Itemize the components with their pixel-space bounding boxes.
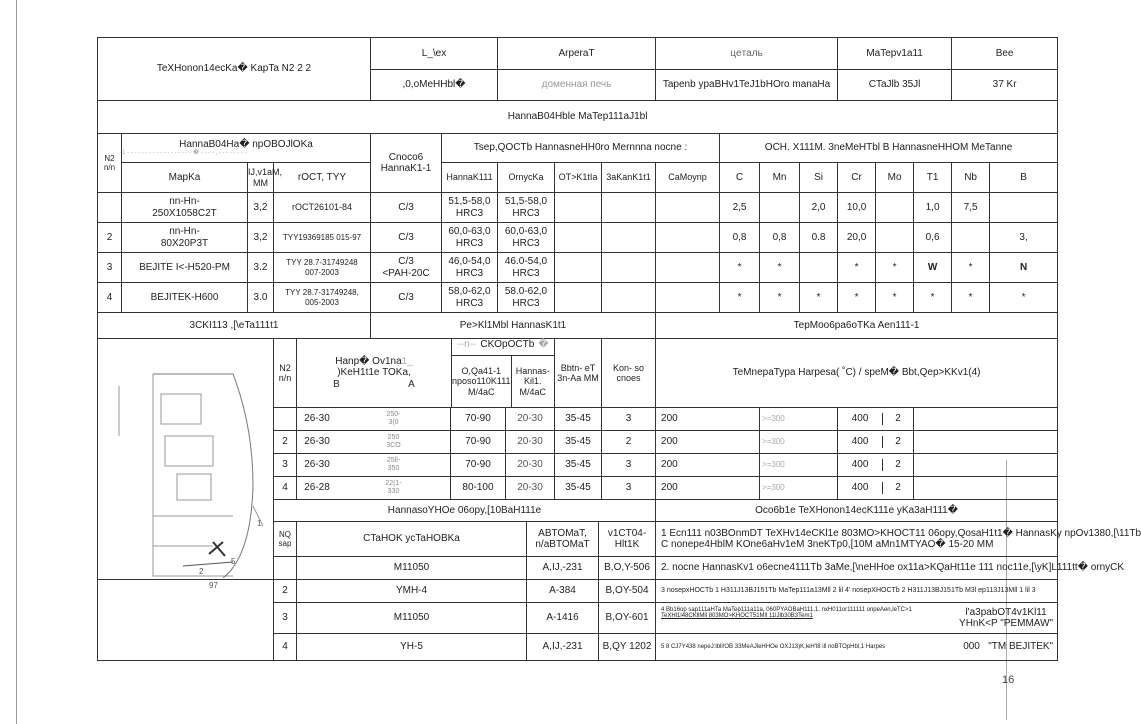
equip-col-avto: ABTOMaT, n/aBTOMaT bbox=[526, 522, 598, 556]
modes-row-posle: 400 2 bbox=[838, 477, 914, 500]
row-gost bbox=[274, 253, 371, 283]
chem-T1: 0,6 bbox=[914, 223, 952, 253]
weight-label: Bee bbox=[952, 38, 1058, 70]
hard1-a: 60,0-63,0 bbox=[448, 226, 491, 237]
note-1b: C nonepe4HblM KOne6aHv1eM 3neKTp0,[10M aMn1MTYAO� 15-20 MM bbox=[661, 539, 994, 550]
ceh-label: L_\ex bbox=[371, 38, 498, 70]
row-no: 3 bbox=[98, 253, 122, 283]
modes-col-skor-faint: --n-- bbox=[457, 339, 477, 350]
row-hard1 bbox=[442, 283, 498, 313]
element-C: C bbox=[720, 163, 760, 193]
row-gost bbox=[274, 283, 371, 313]
row-method bbox=[371, 253, 442, 283]
row-hard1 bbox=[442, 223, 498, 253]
chem-T1: 1,0 bbox=[914, 193, 952, 223]
modes-col-kehitle: )KeH1t1e TOKa, bbox=[337, 367, 411, 379]
col-hardness: Tsep,QOCTb HannasneHH0ro Mernnna nocne : bbox=[442, 134, 720, 163]
modes-row-vo: >=300 bbox=[760, 477, 838, 500]
table-row bbox=[98, 283, 1058, 313]
chem-Mo bbox=[876, 223, 914, 253]
hard1-b: HRC3 bbox=[455, 237, 484, 249]
sketch-label: 2 bbox=[199, 567, 204, 576]
detail-value: Tapenb ypaBHv1TeJ1bHOro manaHa bbox=[656, 70, 838, 101]
sketch-label: 1 bbox=[257, 519, 262, 528]
row-dia: 3.0 bbox=[248, 283, 274, 313]
row-no: 4 bbox=[98, 283, 122, 313]
chem-C: * bbox=[720, 253, 760, 283]
hard1-b: HRC3 bbox=[455, 267, 484, 279]
chem-B bbox=[990, 193, 1058, 223]
chem-Cr: * bbox=[838, 283, 876, 313]
equip-col-stanok: CTaHOK ycTaHOBKa bbox=[363, 533, 460, 545]
equip-row-avto: A-1416 bbox=[526, 603, 598, 633]
modes-row-a: 25ll- 350 bbox=[386, 457, 401, 472]
material-value: CTaJlb 35Jl bbox=[838, 70, 952, 101]
equip-row-no: 2 bbox=[274, 580, 297, 602]
chem-Mn: * bbox=[760, 253, 800, 283]
modes-row-skor: 70-90 bbox=[450, 408, 505, 430]
modes-cells bbox=[274, 408, 555, 431]
chem-C: * bbox=[720, 283, 760, 313]
note-1 bbox=[656, 522, 1141, 557]
sketch-curve bbox=[153, 374, 253, 578]
hard1-a: 51,5-58,0 bbox=[448, 196, 491, 207]
equip-col-no: NQ sap bbox=[274, 522, 297, 556]
modes-row-hann: 20-30 bbox=[505, 431, 554, 453]
modes-cells bbox=[274, 477, 555, 500]
note-4d: YHnK<P "PEMMAW" bbox=[959, 618, 1054, 629]
sketch-dim bbox=[183, 562, 233, 566]
mark-line2: 250X1058C2T bbox=[152, 207, 217, 219]
hard2-b: HRC3 bbox=[512, 267, 540, 279]
col-hard-sub-2: OT>K1tIa bbox=[555, 163, 602, 193]
col-no: N2 n/n bbox=[98, 134, 122, 193]
gost-line1: TYY 28.7-31749248, bbox=[285, 288, 359, 298]
equip-row-stanok: M11050 bbox=[393, 612, 430, 624]
modes-row-b: 26-30 bbox=[304, 436, 330, 448]
col-dia: IJ,v1aM, MM bbox=[248, 163, 274, 193]
chem-B: N bbox=[990, 253, 1058, 283]
row-empty bbox=[555, 283, 602, 313]
material-label: MaTepv1a11 bbox=[838, 38, 952, 70]
hard2-b: HRC3 bbox=[512, 237, 540, 249]
element-Nb: Nb bbox=[952, 163, 990, 193]
modes-col-napr: Hanp� Ov1na bbox=[335, 355, 402, 367]
note-4b: TeXHl1l48CKllMll 803MO>KHOCT51Mll 11lJlb30B3Tem1 bbox=[661, 613, 813, 620]
modes-col-a: A bbox=[408, 378, 415, 390]
col-chem: OCH. X111M. 3neMeHTbl B HannasneHHOM MeTanne bbox=[720, 134, 1058, 163]
row-hard2 bbox=[498, 283, 555, 313]
chem-Cr: 20,0 bbox=[838, 223, 876, 253]
note-5 bbox=[656, 634, 1058, 661]
hard1-b: HRC3 bbox=[455, 207, 484, 219]
agregat-value: доменная печь bbox=[498, 70, 656, 101]
method-line2: <PAH-20C bbox=[382, 267, 430, 279]
modes-col-oqa: O,Qa41-1 nposo110K111 M/4aC bbox=[452, 365, 511, 397]
row-hard2 bbox=[498, 253, 555, 283]
equip-row-avto: A-384 bbox=[526, 580, 598, 602]
hard2-a: 51,5-58,0 bbox=[504, 196, 548, 207]
row-mark bbox=[122, 223, 248, 253]
col-gost: rOCT, TYY bbox=[274, 163, 371, 193]
element-Mo: Mo bbox=[876, 163, 914, 193]
modes-row-pered: 200 bbox=[656, 477, 760, 500]
hard1-a: 58,0-62,0 bbox=[448, 286, 491, 297]
row-empty bbox=[602, 283, 656, 313]
modes-header bbox=[274, 339, 555, 408]
row-gost: TYY19369185 015-97 bbox=[274, 223, 371, 253]
chem-Mn bbox=[760, 193, 800, 223]
modes-cells bbox=[274, 454, 555, 477]
chem-T1: W bbox=[914, 253, 952, 283]
sketch-title: 3CKI113 ,[\eTa111t1 bbox=[98, 313, 371, 339]
modes-col-skor: CKOpOCTb bbox=[480, 339, 535, 350]
modes-row-pered: 200 bbox=[656, 408, 760, 431]
modes-row-empty bbox=[914, 454, 1058, 477]
modes-row-posle: 400 2 bbox=[838, 454, 914, 477]
note-4a: 4 Bb16op sap111aHTa MaTep111a11a, 060PYAOBaH111,1, nxH011or111111 onpeAen,leTC>1 bbox=[661, 606, 912, 613]
method-line1: C/3 bbox=[398, 256, 414, 267]
modes-row-hann: 20-30 bbox=[505, 408, 554, 430]
row-hard2 bbox=[498, 223, 555, 253]
modes-col-napr-faint: 1_ bbox=[401, 355, 413, 367]
equipment-title: HannasoYHOe 06opy,[10BaH111e bbox=[274, 500, 656, 522]
left-margin-line bbox=[16, 0, 17, 724]
hard2-a: 58.0-62,0 bbox=[504, 286, 548, 297]
sketch-rect-3 bbox=[177, 474, 211, 500]
equip-row-no: 4 bbox=[274, 634, 297, 660]
hard2-a: 60,0-63,0 bbox=[504, 226, 548, 237]
modes-row-hann: 20-30 bbox=[505, 454, 554, 476]
chem-Nb: 7,5 bbox=[952, 193, 990, 223]
equip-row-avto: A,IJ,-231 bbox=[526, 634, 598, 660]
modes-row-posle: 400 2 bbox=[838, 431, 914, 454]
page-number: 16 bbox=[1002, 674, 1015, 686]
element-Si: Si bbox=[800, 163, 838, 193]
modes-row-posle: 400 2 bbox=[838, 408, 914, 431]
modes-col-bbtn: Bbtn- eT 3n-Aa MM bbox=[555, 339, 602, 408]
modes-row-a: 22(1- 330 bbox=[385, 480, 402, 495]
row-dia: 3,2 bbox=[248, 223, 274, 253]
equip-header bbox=[274, 522, 656, 557]
col-method: Cnoco6 HannaK1-1 bbox=[371, 134, 442, 193]
modes-row-no: 3 bbox=[274, 454, 297, 476]
modes-row-no: 4 bbox=[274, 477, 297, 499]
equip-row-vyp: B,OY-504 bbox=[598, 580, 655, 602]
modes-row-vyl: 35-45 bbox=[555, 477, 602, 500]
chem-Mo: * bbox=[876, 283, 914, 313]
row-no bbox=[98, 193, 122, 223]
chem-B: 3, bbox=[990, 223, 1058, 253]
chem-Mo bbox=[876, 193, 914, 223]
notes-title: Oco6b1e TeXHonon14ecK111e yKa3aH111� bbox=[656, 500, 1058, 522]
col-hard-sub-1: OrnycKa bbox=[498, 163, 555, 193]
sketch-rect-1 bbox=[161, 394, 201, 424]
chem-Cr: 10,0 bbox=[838, 193, 876, 223]
sketch-dim-label: 97 bbox=[209, 581, 218, 590]
modes-row-vo: >=300 bbox=[760, 454, 838, 477]
row-method: C/3 bbox=[371, 283, 442, 313]
part-sketch-drawing bbox=[113, 366, 291, 592]
mark-line2: 80X20P3T bbox=[160, 237, 209, 249]
chem-Nb: * bbox=[952, 283, 990, 313]
equip-row-stanok: YH-5 bbox=[400, 641, 423, 653]
gost-line2: 005-2003 bbox=[305, 297, 339, 307]
chem-Mo: * bbox=[876, 253, 914, 283]
row-empty bbox=[555, 223, 602, 253]
agregat-label: ArperaT bbox=[498, 38, 656, 70]
modes-row-kol: 3 bbox=[602, 454, 656, 477]
row-empty bbox=[555, 193, 602, 223]
mark-line1: nn-Hn- bbox=[169, 226, 200, 237]
equip-row-stanok: YMH-4 bbox=[395, 585, 428, 597]
col-hard-sub-3: 3aKanK1t1 bbox=[602, 163, 656, 193]
modes-row-b: 26-28 bbox=[304, 482, 330, 494]
gost-line1: TYY 28.7-31749248 bbox=[286, 258, 358, 268]
row-mark: BEJITEK-H600 bbox=[122, 283, 248, 313]
row-hard1 bbox=[442, 193, 498, 223]
note-3: 3 nosepxHOCTb 1 H311J13BJ151Tb MaTep111a13Mll 2 lil 4' nosepXHOCTb 2 H311J13BJ151Tb M3l ep113J13Mll 1 lil 3 bbox=[656, 580, 1058, 603]
row-empty bbox=[602, 223, 656, 253]
hard1-a: 46,0-54,0 bbox=[448, 256, 491, 267]
gost-line2: 007-2003 bbox=[305, 267, 339, 277]
col-hard-sub-0: HannaK111 bbox=[442, 163, 498, 193]
note-1a: 1 Ecn111 n03BOnmDT TeXHv14eCKl1e 803MO>KHOCT11 06opy,QosaH1t1� HannasKy npOv1380,[\11Tb bbox=[661, 527, 1141, 539]
row-dia: 3.2 bbox=[248, 253, 274, 283]
mark-line1: nn-Hn- bbox=[169, 196, 200, 207]
modes-title: Pe>Kl1Mbl HannasK1t1 bbox=[371, 313, 656, 339]
hard1-b: HRC3 bbox=[455, 297, 484, 309]
chem-Si bbox=[800, 253, 838, 283]
modes-row-vyl: 35-45 bbox=[555, 454, 602, 477]
modes-row-empty bbox=[914, 408, 1058, 431]
row-no: 2 bbox=[98, 223, 122, 253]
equip-row-stanok: M11050 bbox=[393, 562, 430, 574]
sketch-label: 5 bbox=[231, 557, 236, 566]
modes-row-hann: 20-30 bbox=[505, 477, 554, 499]
note-5a: 5 8 CJ7Y438 nepeJ:lbll!OB 33MeAJleHHOe OXJ13)K,leH'l8 ill noBTOpHbl,1 Harpes bbox=[661, 643, 886, 650]
element-Mn: Mn bbox=[760, 163, 800, 193]
col-name-title: HannaB04Ha� npOBOJlOKa bbox=[179, 138, 313, 150]
hard2-b: HRC3 bbox=[512, 297, 540, 309]
modes-row-pered: 200 bbox=[656, 454, 760, 477]
row-mark: BEJITE I<-H520-PM bbox=[122, 253, 248, 283]
chem-Si: * bbox=[800, 283, 838, 313]
row-mark bbox=[122, 193, 248, 223]
row-empty bbox=[656, 283, 720, 313]
sketch-cross bbox=[209, 542, 225, 556]
equip-row bbox=[274, 634, 656, 661]
note-2: 2. nocne HannasKv1 o6ecne4111Tb 3aMe,[\neHHoe ox11a>KQaHt11e 111 noc11e,[\yK]L111tt� ornyCK bbox=[656, 557, 1058, 580]
modes-row-vo: >=300 bbox=[760, 408, 838, 431]
chem-Mn: 0,8 bbox=[760, 223, 800, 253]
chem-Si: 0.8 bbox=[800, 223, 838, 253]
row-dia: 3,2 bbox=[248, 193, 274, 223]
chem-Nb: * bbox=[952, 253, 990, 283]
sketch-rect-2 bbox=[165, 436, 213, 466]
modes-row-skor: 70-90 bbox=[450, 454, 505, 476]
chem-Nb bbox=[952, 223, 990, 253]
row-empty bbox=[656, 253, 720, 283]
modes-row-b: 26-30 bbox=[304, 413, 330, 425]
modes-row-empty bbox=[914, 477, 1058, 500]
weight-value: 37 Kr bbox=[952, 70, 1058, 101]
row-method: C/3 bbox=[371, 223, 442, 253]
equip-row-vyp: B,OY-601 bbox=[598, 603, 655, 633]
note-4 bbox=[656, 603, 1058, 634]
modes-row-no: 2 bbox=[274, 431, 297, 453]
thermo-title: TepMoo6pa6oTKa Aen111-1 bbox=[656, 313, 1058, 339]
row-empty bbox=[602, 193, 656, 223]
col-name-dash: 1 - - - - - - - - - - - - - - - - - - � - - - - , - - - - - - - - bbox=[122, 150, 247, 157]
row-empty bbox=[656, 193, 720, 223]
chem-Si: 2,0 bbox=[800, 193, 838, 223]
modes-row-empty bbox=[914, 431, 1058, 454]
modes-row-vyl: 35-45 bbox=[555, 408, 602, 431]
chem-C: 0,8 bbox=[720, 223, 760, 253]
element-Cr: Cr bbox=[838, 163, 876, 193]
modes-row-skor: 70-90 bbox=[450, 431, 505, 453]
table-row bbox=[98, 253, 1058, 283]
element-T1: T1 bbox=[914, 163, 952, 193]
modes-row-pered: 200 bbox=[656, 431, 760, 454]
equip-row bbox=[274, 580, 656, 603]
equip-row-avto: A,IJ,-231 bbox=[526, 557, 598, 579]
row-empty bbox=[555, 253, 602, 283]
col-name-top bbox=[122, 134, 371, 163]
row-hard2 bbox=[498, 193, 555, 223]
note-4c: l'a3pabOT4v1Kl11 bbox=[965, 606, 1047, 618]
modes-row-a: 250- 3(0 bbox=[386, 411, 401, 426]
doc-title: TeXHonon14ecKa� KapTa N2 2 2 bbox=[98, 38, 371, 101]
row-gost: rOCT26101-84 bbox=[274, 193, 371, 223]
equip-row-vyp: B,O,Y-506 bbox=[598, 557, 655, 579]
modes-row-a: 250 3CO bbox=[386, 434, 401, 449]
modes-row-kol: 2 bbox=[602, 431, 656, 454]
chem-Mn: * bbox=[760, 283, 800, 313]
equip-col-vyp: v1CT04- Hlt1K bbox=[598, 522, 655, 556]
col-mark: MapKa bbox=[122, 163, 248, 193]
modes-row-kol: 3 bbox=[602, 408, 656, 431]
modes-row-vo: >=300 bbox=[760, 431, 838, 454]
modes-row-kol: 3 bbox=[602, 477, 656, 500]
chem-B: * bbox=[990, 283, 1058, 313]
hard2-b: HRC3 bbox=[512, 207, 540, 219]
equip-row-vyp: B,QY 1202 bbox=[598, 634, 655, 660]
modes-col-skor-mark: � bbox=[538, 339, 549, 350]
modes-col-no: N2 n/n bbox=[274, 339, 297, 407]
row-empty bbox=[602, 253, 656, 283]
row-hard1 bbox=[442, 253, 498, 283]
table-row bbox=[98, 193, 1058, 223]
ceh-value: ,0,oMeHHbl� bbox=[371, 70, 498, 101]
modes-row-b: 26-30 bbox=[304, 459, 330, 471]
chem-C: 2,5 bbox=[720, 193, 760, 223]
chem-T1: * bbox=[914, 283, 952, 313]
equip-row bbox=[274, 603, 656, 634]
element-B: B bbox=[990, 163, 1058, 193]
section-title: HannaB04Hble MaTep111aJ1bl bbox=[98, 101, 1058, 134]
detail-label: цeтaль bbox=[656, 38, 838, 70]
row-empty bbox=[656, 223, 720, 253]
hard2-a: 46.0-54,0 bbox=[504, 256, 548, 267]
modes-col-b: B bbox=[333, 378, 340, 390]
modes-col-hannas: Hannas- Kil1. M/4aC bbox=[511, 356, 554, 407]
equip-row-no: 3 bbox=[274, 603, 297, 633]
col-hard-sub-4: CaMoynp bbox=[656, 163, 720, 193]
row-method: C/3 bbox=[371, 193, 442, 223]
equip-row bbox=[274, 557, 656, 580]
note-5b: 000 "TM BEJITEK" bbox=[963, 641, 1054, 653]
table-row bbox=[98, 223, 1058, 253]
modes-row-vyl: 35-45 bbox=[555, 431, 602, 454]
modes-row-skor: 80-100 bbox=[450, 477, 505, 499]
chem-Cr: * bbox=[838, 253, 876, 283]
modes-cells bbox=[274, 431, 555, 454]
temp-title: TeMnepaTypa Harpesa( ˚C) / speM� Bbt,Qep>KKv1(4) bbox=[656, 339, 1058, 408]
modes-col-kon: Kon- so cnoes bbox=[602, 339, 656, 408]
